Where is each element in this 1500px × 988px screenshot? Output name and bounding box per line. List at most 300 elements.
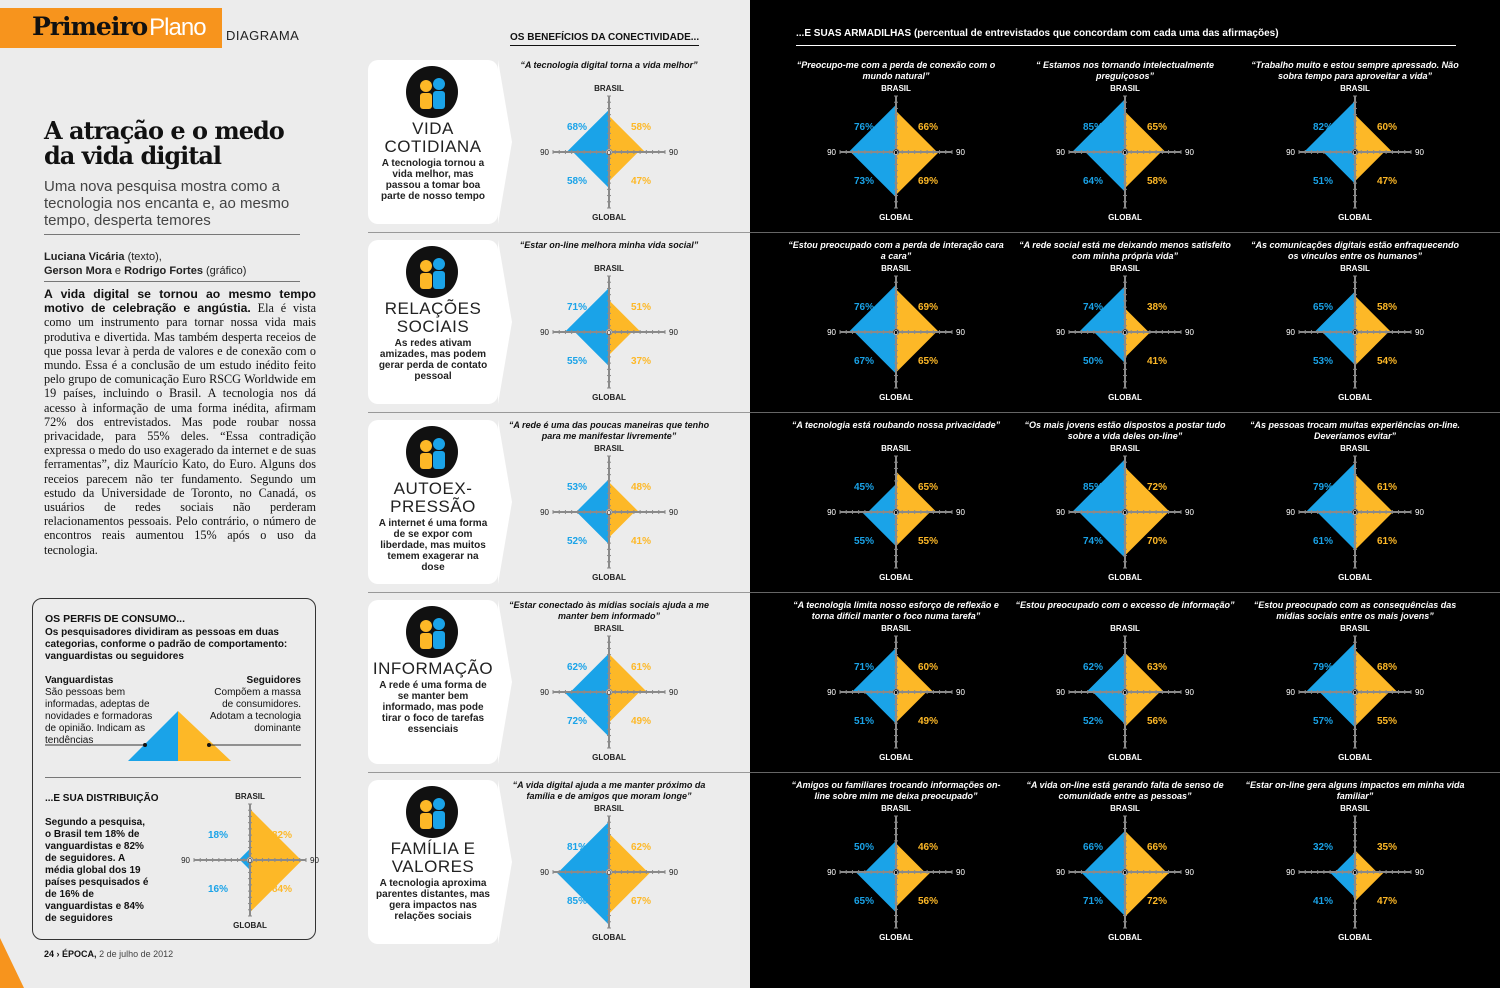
value-label-global-left: 55%	[566, 356, 588, 367]
category-name: FAMÍLIA E VALORES	[390, 839, 476, 876]
value-label-global-right: 37%	[630, 356, 652, 367]
traps-heading: ...E SUAS ARMADILHAS (percentual de entrevistados que concordam com cada uma das afirmações)	[796, 28, 1456, 46]
brasil-right-area	[1355, 850, 1377, 872]
axis-max-right: 90	[669, 328, 678, 337]
radar-chart	[519, 622, 699, 762]
axis-origin-label: 0	[607, 690, 611, 697]
brasil-right-area	[1355, 474, 1393, 512]
trap-quote: “A tecnologia está roubando nossa privacidade”	[791, 420, 1001, 430]
radar-chart	[519, 442, 699, 582]
axis-max-right: 90	[956, 148, 965, 157]
value-label-global-right: 47%	[1376, 896, 1398, 907]
axis-label-brasil: BRASIL	[881, 264, 911, 273]
global-left-area	[564, 692, 609, 737]
value-label-global-right: 41%	[1146, 356, 1168, 367]
benefit-radar-chart	[519, 442, 699, 587]
trap-quote: “Estou preocupado com as consequências das mídias sociais entre os mais jovens”	[1253, 600, 1457, 621]
benefit-radar-chart	[519, 262, 699, 407]
axis-label-brasil: BRASIL	[594, 84, 624, 93]
trap-quote: “A tecnologia limita nosso esforço de reflexão e torna difícil manter o foco numa tarefa”	[793, 600, 999, 621]
value-label-brasil-left: 79%	[1312, 482, 1334, 493]
axis-max-right: 90	[1415, 148, 1424, 157]
value-label-brasil-right: 63%	[1146, 662, 1168, 673]
value-label-global-right: 58%	[1146, 176, 1168, 187]
axis-label-global: GLOBAL	[879, 753, 913, 762]
axis-origin-label: 0	[1353, 330, 1357, 337]
category-name: AUTOEX-PRESSÃO	[390, 479, 476, 516]
brand-logo: PrimeiroPlano	[32, 12, 206, 41]
axis-max-left: 90	[1056, 688, 1065, 697]
axis-max-right: 90	[1185, 868, 1194, 877]
value-label-global-left: 72%	[566, 716, 588, 727]
trap-radar-chart	[806, 802, 986, 947]
value-label-brasil-right: 66%	[917, 122, 939, 133]
benefit-radar-chart	[519, 82, 699, 227]
brasil-right-area	[609, 654, 647, 692]
axis-label-brasil: BRASIL	[1340, 444, 1370, 453]
axis-origin-label: 0	[1123, 510, 1127, 517]
axis-origin-label: 0	[1353, 690, 1357, 697]
value-label-brasil-right: 65%	[1146, 122, 1168, 133]
value-label-global-right: 72%	[1146, 896, 1168, 907]
axis-label-global: GLOBAL	[879, 933, 913, 942]
value-label-brasil-left: 85%	[1082, 122, 1104, 133]
axis-label-brasil: BRASIL	[594, 444, 624, 453]
value-label-brasil-left: 65%	[1312, 302, 1334, 313]
profiles-title: OS PERFIS DE CONSUMO...	[45, 613, 186, 625]
trap-radar-chart	[806, 82, 986, 227]
brasil-right-area	[1355, 115, 1392, 152]
row-divider	[750, 412, 1500, 413]
axis-max-left: 90	[540, 328, 549, 337]
value-label-global-left: 58%	[566, 176, 588, 187]
distribution-desc: Segundo a pesquisa, o Brasil tem 18% de vanguardistas e 82% de seguidores. A média global dos 19 países pesquisados é de 16% de vanguardistas e 84% de seguidores	[45, 817, 149, 924]
axis-label-global: GLOBAL	[1108, 393, 1142, 402]
brasil-right-area	[1125, 308, 1149, 332]
row-divider	[368, 772, 750, 773]
category-name: VIDA COTIDIANA	[384, 119, 482, 156]
value-label-brasil-left: 68%	[566, 122, 588, 133]
value-label-brasil-left: 71%	[566, 302, 588, 313]
axis-origin-label: 0	[894, 510, 898, 517]
axis-origin-label: 0	[248, 858, 252, 865]
trap-radar-chart	[1035, 802, 1215, 947]
radar-chart	[1035, 802, 1215, 942]
axis-max-right: 90	[956, 688, 965, 697]
axis-origin-label: 0	[607, 510, 611, 517]
value-label-brasil-right: 60%	[917, 662, 939, 673]
category-card	[368, 420, 498, 584]
axis-max-left: 90	[1286, 868, 1295, 877]
value-label-brasil-left: 74%	[1082, 302, 1104, 313]
trap-radar-chart	[1035, 82, 1215, 227]
trap-radar-chart	[1265, 802, 1445, 947]
global-right-area	[896, 152, 939, 195]
value-label-brasil-right: 38%	[1146, 302, 1168, 313]
value-label-brasil-left: 85%	[1082, 482, 1104, 493]
radar-chart	[1265, 442, 1445, 582]
value-label-brasil-left: 66%	[1082, 842, 1104, 853]
divider	[44, 281, 300, 282]
trap-radar-chart	[1265, 262, 1445, 407]
global-right-area	[609, 512, 635, 538]
value-label-brasil-right: 61%	[630, 662, 652, 673]
axis-label-brasil: BRASIL	[881, 624, 911, 633]
axis-label-brasil: BRASIL	[235, 792, 265, 801]
trap-quote: “Preocupo-me com a perda de conexão com o mundo natural”	[796, 60, 996, 81]
radar-chart	[1035, 262, 1215, 402]
trap-quote: “A vida on-line está gerando falta de senso de comunidade entre as pessoas”	[1026, 780, 1224, 801]
axis-origin-label: 0	[607, 330, 611, 337]
axis-origin-label: 0	[1353, 510, 1357, 517]
axis-label-global: GLOBAL	[879, 573, 913, 582]
axis-origin-label: 0	[894, 150, 898, 157]
benefit-quote: “A rede é uma das poucas maneiras que tenho para me manifestar livremente”	[508, 420, 710, 441]
axis-origin-label: 0	[607, 150, 611, 157]
radar-chart	[1035, 622, 1215, 762]
axis-label-global: GLOBAL	[1338, 213, 1372, 222]
radar-chart	[519, 262, 699, 402]
trap-quote: “Trabalho muito e estou sempre apressado. Não sobra tempo para aproveitar a vida”	[1251, 60, 1459, 81]
category-icon	[406, 606, 458, 658]
axis-origin-label: 0	[1353, 150, 1357, 157]
value-label-global-right: 70%	[1146, 536, 1168, 547]
trap-radar-chart	[806, 442, 986, 587]
axis-max-right: 90	[669, 508, 678, 517]
follower-title: Seguidores	[246, 675, 301, 686]
axis-label-global: GLOBAL	[592, 573, 626, 582]
value-label-brasil-left: 62%	[566, 662, 588, 673]
axis-label-global: GLOBAL	[879, 393, 913, 402]
trap-radar-chart	[1035, 442, 1215, 587]
distribution-radar-chart	[160, 790, 340, 935]
header-notch	[206, 8, 222, 48]
category-card	[368, 600, 498, 764]
category-name: INFORMAÇÃO	[372, 659, 494, 678]
value-label-brasil-left: 53%	[566, 482, 588, 493]
value-label-brasil-left: 82%	[1312, 122, 1334, 133]
axis-label-brasil: BRASIL	[594, 264, 624, 273]
value-label-global-right: 54%	[1376, 356, 1398, 367]
divider	[44, 234, 300, 235]
value-label-brasil-right: 58%	[1376, 302, 1398, 313]
value-label-brasil-right: 68%	[1376, 662, 1398, 673]
brasil-left-area	[1335, 852, 1355, 872]
axis-max-right: 90	[310, 856, 319, 865]
axis-max-left: 90	[827, 508, 836, 517]
axis-label-brasil: BRASIL	[881, 444, 911, 453]
value-label-brasil-right: 51%	[630, 302, 652, 313]
value-label-global-right: 65%	[917, 356, 939, 367]
trap-radar-chart	[1035, 622, 1215, 767]
value-label-brasil-left: 79%	[1312, 662, 1334, 673]
value-label-brasil-left: 81%	[566, 842, 588, 853]
trap-quote: “Estar on-line gera alguns impactos em minha vida familiar”	[1245, 780, 1465, 801]
global-left-area	[851, 152, 896, 197]
follower-triangle-half	[178, 711, 231, 761]
axis-label-global: GLOBAL	[1108, 213, 1142, 222]
trap-radar-chart	[1265, 622, 1445, 767]
value-label-global-right: 56%	[1146, 716, 1168, 727]
value-label-brasil-right: 65%	[917, 482, 939, 493]
axis-label-brasil: BRASIL	[881, 84, 911, 93]
value-label-brasil-right: 69%	[917, 302, 939, 313]
row-divider	[750, 592, 1500, 593]
axis-label-global: GLOBAL	[592, 213, 626, 222]
radar-chart	[1265, 622, 1445, 762]
trap-quote: “Estou preocupado com o excesso de informação”	[1015, 600, 1235, 610]
divider	[45, 777, 301, 778]
follower-desc: Compõem a massa de consumidores. Adotam a tecnologia dominante	[209, 687, 301, 734]
global-right-area	[1125, 332, 1151, 358]
axis-label-brasil: BRASIL	[1340, 804, 1370, 813]
axis-label-global: GLOBAL	[879, 213, 913, 222]
category-card	[368, 240, 498, 404]
radar-chart	[1035, 82, 1215, 222]
value-label-global-left: 50%	[1082, 356, 1104, 367]
radar-chart	[806, 802, 986, 942]
page-corner	[0, 938, 24, 988]
vanguard-leader-dot	[143, 743, 147, 747]
axis-label-global: GLOBAL	[233, 921, 267, 930]
value-label-brasil-left: 62%	[1082, 662, 1104, 673]
axis-label-global: GLOBAL	[1108, 573, 1142, 582]
category-card	[368, 780, 498, 944]
axis-label-global: GLOBAL	[592, 933, 626, 942]
value-label-global-right: 47%	[1376, 176, 1398, 187]
axis-max-left: 90	[540, 688, 549, 697]
benefit-radar-chart	[519, 622, 699, 767]
axis-max-left: 90	[540, 508, 549, 517]
trap-radar-chart	[1035, 262, 1215, 407]
axis-max-left: 90	[540, 868, 549, 877]
category-card-arrow	[498, 420, 512, 584]
value-label-global-left: 57%	[1312, 716, 1334, 727]
value-label-global-left: 61%	[1312, 536, 1334, 547]
value-label-global-right: 47%	[630, 176, 652, 187]
radar-chart	[806, 622, 986, 762]
axis-max-right: 90	[1415, 688, 1424, 697]
global-right-area	[1125, 872, 1170, 917]
value-label-global-left: 52%	[566, 536, 588, 547]
axis-label-brasil: BRASIL	[1110, 804, 1140, 813]
value-label-global-left: 64%	[1082, 176, 1104, 187]
axis-max-right: 90	[1415, 868, 1424, 877]
axis-max-right: 90	[669, 148, 678, 157]
axis-max-left: 90	[1056, 508, 1065, 517]
axis-max-right: 90	[956, 868, 965, 877]
axis-max-left: 90	[1056, 328, 1065, 337]
axis-origin-label: 0	[607, 870, 611, 877]
axis-max-left: 90	[540, 148, 549, 157]
trap-quote: “As pessoas trocam muitas experiências on-line. Deveríamos evitar”	[1249, 420, 1461, 441]
axis-max-right: 90	[956, 508, 965, 517]
value-label-global-left: 41%	[1312, 896, 1334, 907]
row-divider	[368, 412, 750, 413]
axis-max-right: 90	[1185, 148, 1194, 157]
axis-label-brasil: BRASIL	[1340, 84, 1370, 93]
radar-chart	[806, 262, 986, 402]
value-label-global-right: 67%	[630, 896, 652, 907]
category-card-arrow	[498, 600, 512, 764]
global-right-area	[1125, 512, 1169, 556]
axis-origin-label: 0	[1123, 150, 1127, 157]
trap-quote: “Os mais jovens estão dispostos a postar tudo sobre a vida deles on-line”	[1024, 420, 1226, 441]
axis-label-brasil: BRASIL	[1110, 264, 1140, 273]
axis-label-global: GLOBAL	[592, 393, 626, 402]
global-right-area	[609, 332, 632, 355]
value-label-brasil-right: 48%	[630, 482, 652, 493]
axis-max-left: 90	[1056, 148, 1065, 157]
value-label-global-left: 51%	[853, 716, 875, 727]
value-label-brasil-left: 18%	[207, 830, 229, 841]
axis-label-global: GLOBAL	[592, 753, 626, 762]
benefits-heading: OS BENEFÍCIOS DA CONECTIVIDADE...	[510, 32, 699, 46]
category-desc: A rede é uma forma de se manter bem informado, mas pode tirar o foco de tarefas essenciais	[379, 680, 487, 735]
value-label-global-right: 55%	[917, 536, 939, 547]
axis-label-brasil: BRASIL	[1110, 444, 1140, 453]
value-label-global-left: 55%	[853, 536, 875, 547]
value-label-global-left: 67%	[853, 356, 875, 367]
value-label-global-left: 16%	[207, 884, 229, 895]
category-icon	[406, 246, 458, 298]
vanguard-triangle-half	[128, 711, 178, 761]
trap-quote: “ Estamos nos tornando intelectualmente preguiçosos”	[1035, 60, 1215, 81]
value-label-brasil-right: 35%	[1376, 842, 1398, 853]
trap-radar-chart	[806, 622, 986, 767]
value-label-brasil-left: 50%	[853, 842, 875, 853]
radar-chart	[1265, 82, 1445, 222]
article-body	[44, 287, 316, 557]
axis-origin-label: 0	[1123, 870, 1127, 877]
trap-quote: “As comunicações digitais estão enfraquecendo os vínculos entre os humanos”	[1250, 240, 1460, 261]
axis-max-left: 90	[827, 868, 836, 877]
category-icon	[406, 786, 458, 838]
value-label-global-right: 61%	[1376, 536, 1398, 547]
profiles-triangle	[33, 707, 315, 767]
trap-radar-chart	[806, 262, 986, 407]
radar-chart	[1265, 262, 1445, 402]
axis-max-left: 90	[1286, 148, 1295, 157]
value-label-brasil-left: 71%	[853, 662, 875, 673]
value-label-brasil-left: 32%	[1312, 842, 1334, 853]
axis-max-right: 90	[1415, 328, 1424, 337]
value-label-global-right: 55%	[1376, 716, 1398, 727]
article-subhead: Uma nova pesquisa mostra como a tecnologia nos encanta e, ao mesmo tempo, desperta temores	[44, 178, 290, 229]
axis-label-global: GLOBAL	[1338, 753, 1372, 762]
axis-label-global: GLOBAL	[1338, 933, 1372, 942]
category-card-arrow	[498, 60, 512, 224]
distribution-title: ...E SUA DISTRIBUIÇÃO	[45, 793, 159, 804]
value-label-brasil-right: 72%	[1146, 482, 1168, 493]
value-label-global-right: 49%	[917, 716, 939, 727]
vanguard-desc: São pessoas bem informadas, adeptas de novidades e formadoras de opinião. Indicam as tendências	[45, 687, 153, 746]
axis-origin-label: 0	[1123, 690, 1127, 697]
global-left-area	[1081, 872, 1125, 916]
category-name: RELAÇÕES SOCIAIS	[384, 299, 482, 336]
vanguard-title: Vanguardistas	[45, 675, 114, 686]
value-label-global-left: 74%	[1082, 536, 1104, 547]
category-card-arrow	[498, 780, 512, 944]
axis-max-left: 90	[827, 688, 836, 697]
article-lead: A vida digital se tornou ao mesmo tempo motivo de celebração e angústia.	[44, 287, 316, 316]
section-tag: DIAGRAMA	[226, 28, 300, 43]
category-icon	[406, 426, 458, 478]
global-left-area	[1329, 872, 1355, 898]
axis-origin-label: 0	[894, 330, 898, 337]
value-label-global-left: 52%	[1082, 716, 1104, 727]
axis-origin-label: 0	[894, 870, 898, 877]
row-divider	[750, 232, 1500, 233]
value-label-global-left: 71%	[1082, 896, 1104, 907]
axis-label-brasil: BRASIL	[594, 804, 624, 813]
value-label-global-left: 51%	[1312, 176, 1334, 187]
page-footer: 24 › ÉPOCA, 2 de julho de 2012	[44, 949, 174, 959]
value-label-global-right: 56%	[917, 896, 939, 907]
axis-origin-label: 0	[1123, 330, 1127, 337]
value-label-brasil-right: 60%	[1376, 122, 1398, 133]
axis-max-right: 90	[1185, 328, 1194, 337]
radar-chart	[519, 82, 699, 222]
axis-label-global: GLOBAL	[1338, 393, 1372, 402]
global-left-area	[854, 332, 896, 374]
axis-label-brasil: BRASIL	[1110, 84, 1140, 93]
axis-max-left: 90	[827, 328, 836, 337]
value-label-brasil-left: 45%	[853, 482, 875, 493]
benefit-radar-chart	[519, 802, 699, 947]
value-label-global-left: 65%	[853, 896, 875, 907]
trap-radar-chart	[1265, 442, 1445, 587]
row-divider	[368, 232, 750, 233]
axis-max-right: 90	[1185, 688, 1194, 697]
axis-label-brasil: BRASIL	[881, 804, 911, 813]
axis-max-left: 90	[827, 148, 836, 157]
value-label-brasil-right: 61%	[1376, 482, 1398, 493]
axis-label-brasil: BRASIL	[1340, 264, 1370, 273]
axis-label-brasil: BRASIL	[1110, 624, 1140, 633]
radar-chart	[519, 802, 699, 942]
trap-quote: “Amigos ou familiares trocando informações on-line sobre mim me deixa preocupado”	[791, 780, 1001, 801]
row-divider	[750, 772, 1500, 773]
trap-quote: “A rede social está me deixando menos satisfeito com minha própria vida”	[1019, 240, 1231, 261]
value-label-brasil-left: 76%	[853, 122, 875, 133]
value-label-brasil-right: 66%	[1146, 842, 1168, 853]
value-label-global-right: 49%	[630, 716, 652, 727]
row-divider	[368, 592, 750, 593]
radar-chart	[806, 442, 986, 582]
radar-chart	[806, 82, 986, 222]
value-label-global-left: 73%	[853, 176, 875, 187]
profiles-desc: Os pesquisadores dividiram as pessoas em duas categorias, conforme o padrão de comportamento: vanguardistas ou seguidores	[45, 627, 288, 662]
value-label-brasil-left: 76%	[853, 302, 875, 313]
value-label-brasil-right: 82%	[271, 830, 293, 841]
category-card	[368, 60, 498, 224]
category-card-arrow	[498, 240, 512, 404]
value-label-global-left: 53%	[1312, 356, 1334, 367]
axis-max-right: 90	[956, 328, 965, 337]
radar-chart	[160, 790, 340, 930]
article-body-text: Ela é vista como um instrumento para tornar nossa vida mais produtiva e divertida. Mas também desperta receios de que possa levar à perda de valores e de conexão com o mundo. Essa é a conclusão de um estudo inédito feito pelo grupo de comunicação Euro RSCG Worldwide em 19 países, incluindo o Brasil. A tecnologia nos dá acesso à informação de uma forma inédita, afirmam 72% dos entrevistados. Mas pode roubar nossa privacidade, para 55% deles. “Essa contradição expressa o medo do uso exagerado da internet e de suas ferramentas”, diz Maurício Kato, do Euro. Alguns dos receios parecem não ter fundamento. Segundo um estudo da Universidade de Toronto, no Canadá, os usuários de redes sociais não perderam relacionamentos pessoais. Pelo contrário, o número de encontros reais aumentou 15% após o uso da tecnologia.	[44, 301, 317, 557]
axis-max-right: 90	[669, 688, 678, 697]
value-label-brasil-right: 62%	[630, 842, 652, 853]
category-desc: A tecnologia tornou a vida melhor, mas passou a tomar boa parte de nosso tempo	[381, 158, 485, 202]
axis-max-right: 90	[669, 868, 678, 877]
axis-origin-label: 0	[1353, 870, 1357, 877]
axis-max-left: 90	[1286, 328, 1295, 337]
axis-label-global: GLOBAL	[1108, 933, 1142, 942]
byline: Luciana Vicária (texto), Gerson Mora e Rodrigo Fortes (gráfico)	[44, 251, 247, 277]
axis-label-brasil: BRASIL	[594, 624, 624, 633]
